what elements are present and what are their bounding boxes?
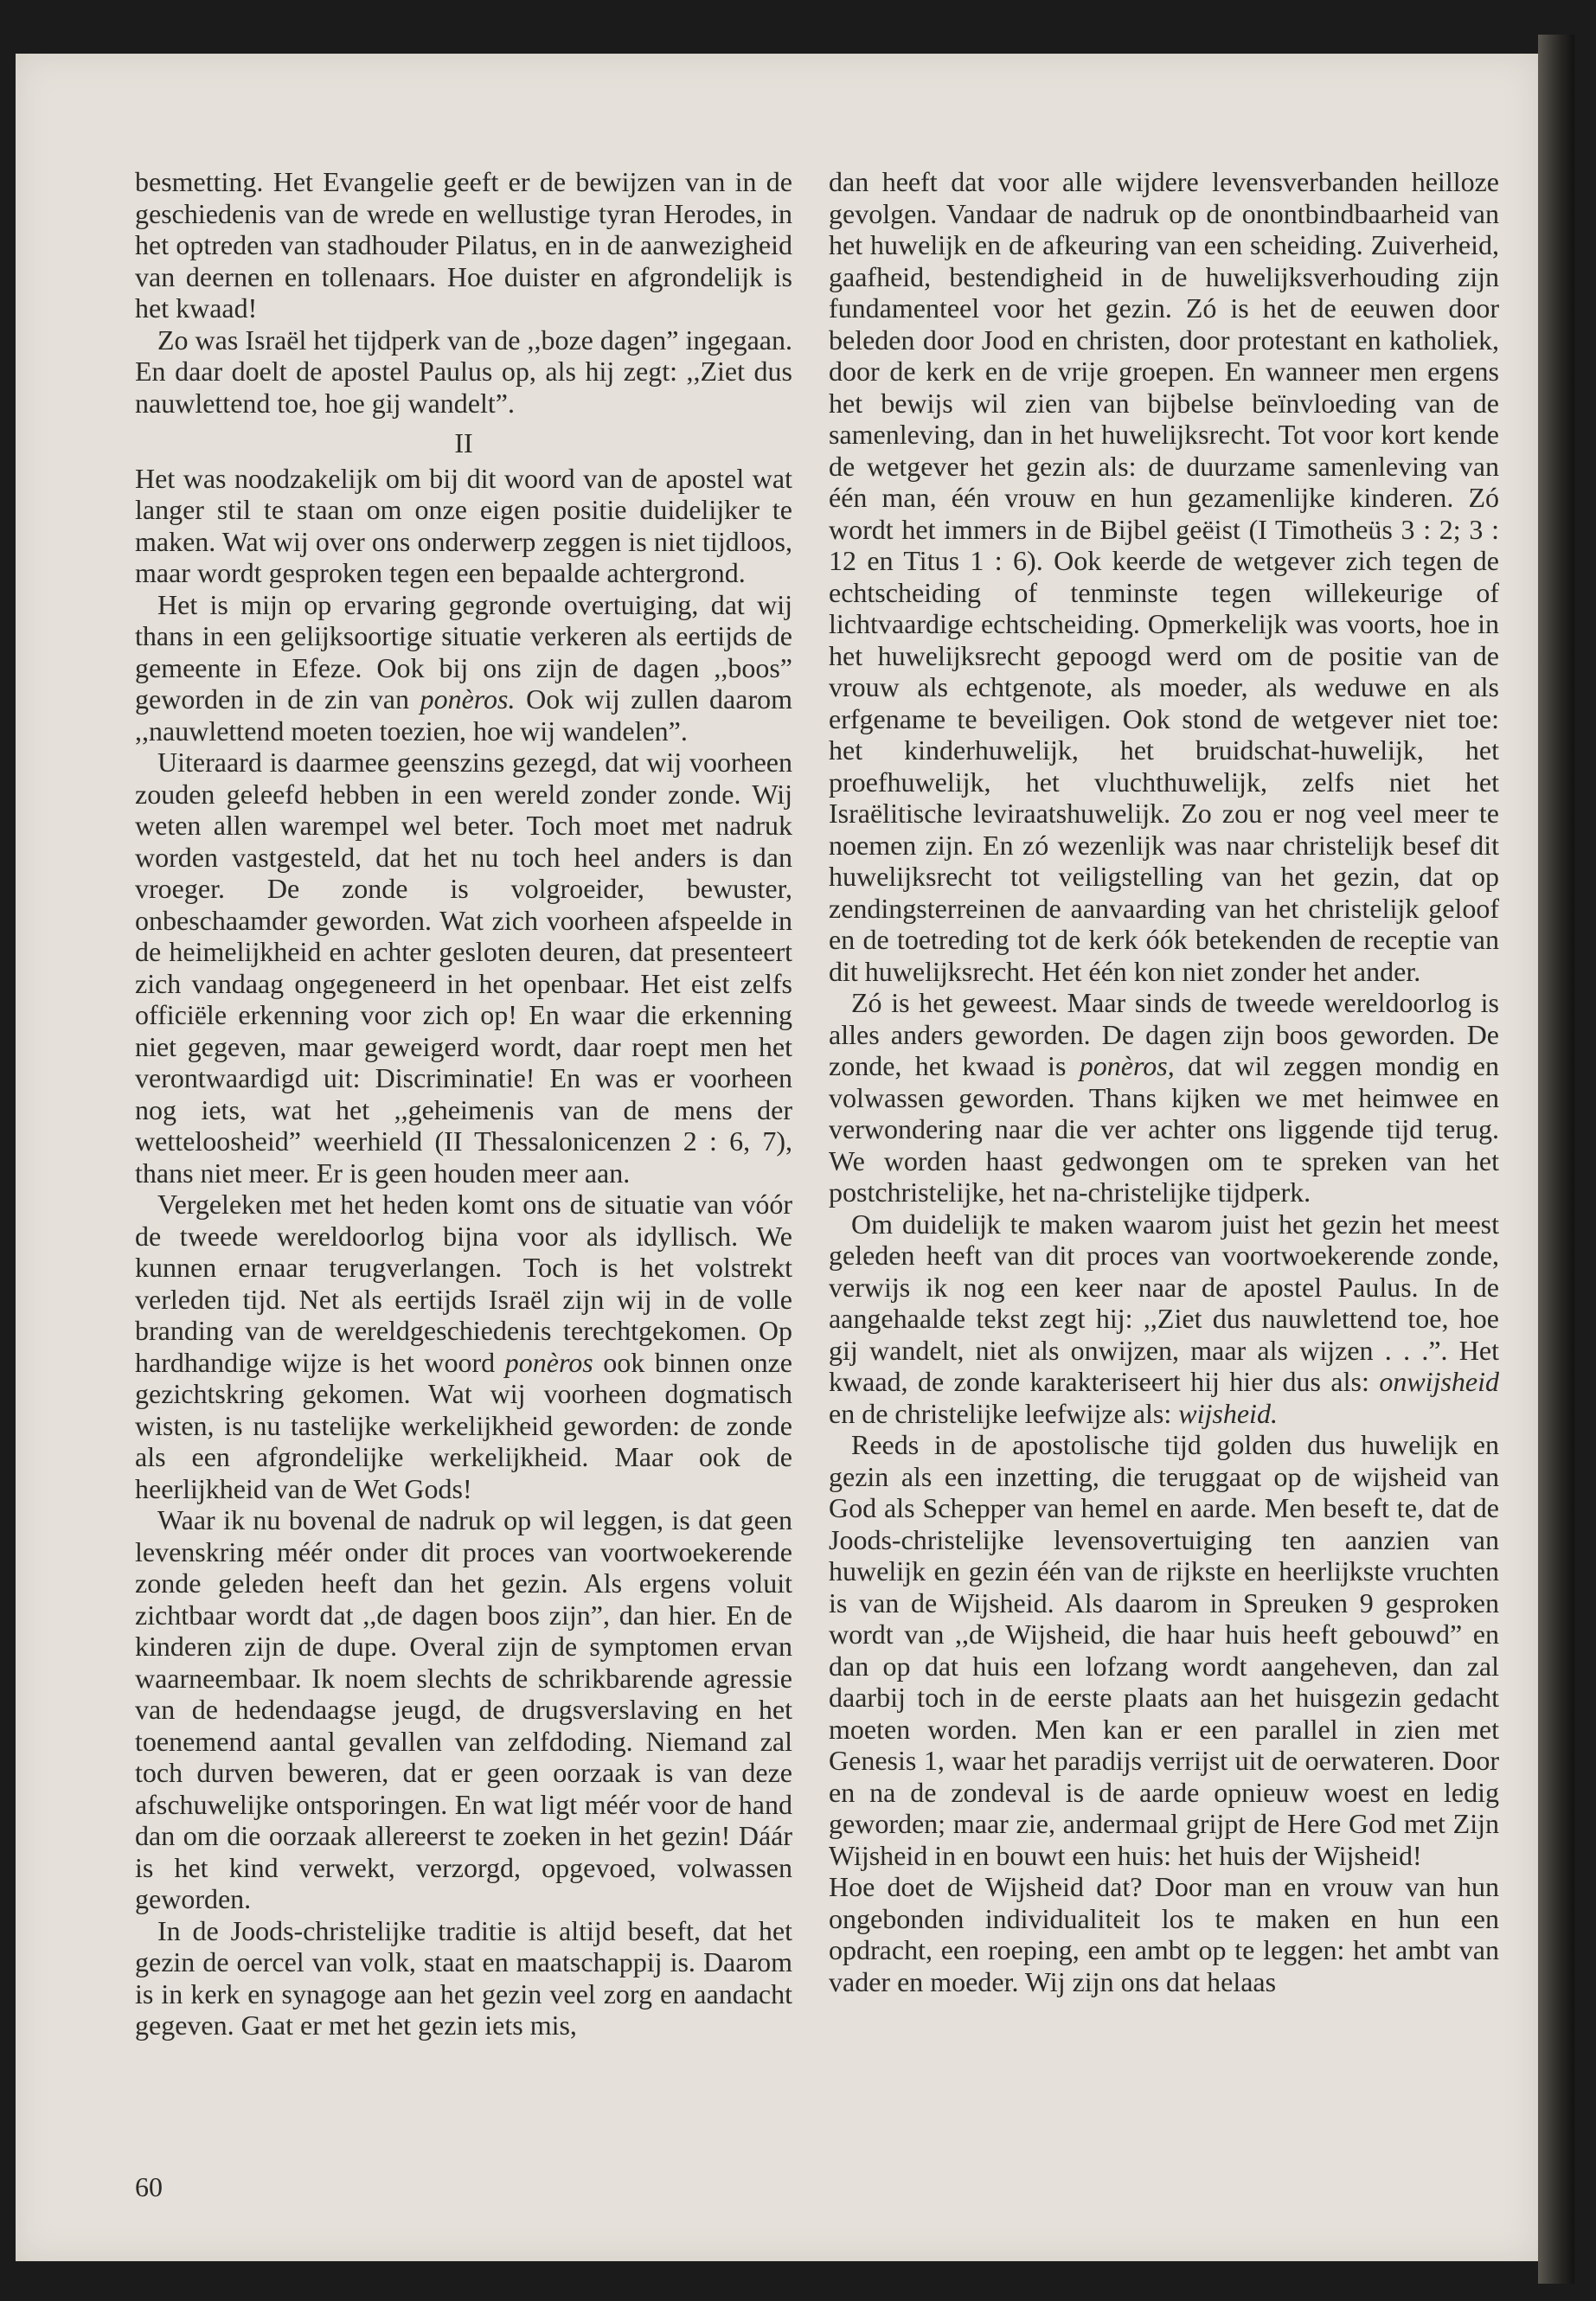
- paragraph: dan heeft dat voor alle wijdere levensverbanden heilloze gevolgen. Vandaar de nadruk op de onontbindbaarheid van het huwelijk en de afkeuring van een scheiding. Zuiverheid, gaafheid, bestendigheid in de huwelijksverhouding zijn fundamenteel voor het gezin. Zó is het de eeuwen door beleden door Jood en christen, door protestant en katholiek, door de kerk en de vrije groepen. En wanneer men ergens het bewijs wil zien van bijbelse beïnvloeding van de samenleving, dan in het huwelijksrecht. Tot voor kort kende de wetgever het gezin als: de duurzame samenleving van één man, één vrouw en hun gezamenlijke kinderen. Zó wordt het immers in de Bijbel geëist (I Timotheüs 3 : 2; 3 : 12 en Titus 1 : 6). Ook keerde de wetgever zich tegen de echtscheiding of tenminste tegen willekeurige of lichtvaardige echtscheiding. Opmerkelijk was voorts, hoe in het huwelijksrecht gepoogd werd om de positie van de vrouw als echtgenote, als moeder, als weduwe en als erfgename te beveiligen. Ook stond de wetgever niet toe: het kinderhuwelijk, het bruidschat-huwelijk, het proefhuwelijk, het vluchthuwelijk, zelfs niet het Israëlitische leviraatshuwelijk. Zo zou er nog veel meer te noemen zijn. En zó wezenlijk was naar christelijk besef dit huwelijksrecht tot veiligstelling van het gezin, dat op zendingsterreinen de aanvaarding van het christelijk geloof en de toetreding tot de kerk óók betekenden de receptie van dit huwelijksrecht. Het één kon niet zonder het ander.: [829, 166, 1499, 987]
- greek-term: ponèros,: [1079, 1050, 1175, 1081]
- paragraph: Het was noodzakelijk om bij dit woord van de apostel wat langer stil te staan om onze eigen positie duidelijker te maken. Wat wij over ons onderwerp zeggen is niet tijdloos, maar wordt gesproken tegen een bepaalde achtergrond.: [135, 462, 792, 588]
- paragraph: Hoe doet de Wijsheid dat? Door man en vrouw van hun ongebonden individualiteit los te maken en hun een opdracht, een roeping, een ambt op te leggen: het ambt van vader en moeder. Wij zijn ons dat helaas: [829, 1871, 1499, 1997]
- section-heading: II: [454, 427, 473, 458]
- book-spine-shadow: [1538, 35, 1574, 2284]
- paragraph: In de Joods-christelijke traditie is altijd beseft, dat het gezin de oercel van volk, staat en maatschappij is. Daarom is in kerk en synagoge aan het gezin veel zorg en aandacht gegeven. Gaat er met het gezin iets mis,: [135, 1914, 792, 2041]
- emphasis-term: wijsheid.: [1178, 1397, 1278, 1429]
- emphasis-term: onwijsheid: [1379, 1366, 1499, 1397]
- paragraph: besmetting. Het Evangelie geeft er de bewijzen van in de geschiedenis van de wrede en wellustige tyran Herodes, in het optreden van stadhouder Pilatus, en in de aanwezigheid van deernen en tollenaars. Hoe duister en afgrondelijk is het kwaad!: [135, 166, 792, 324]
- paragraph: Om duidelijk te maken waarom juist het gezin het meest geleden heeft van dit proces van voortwoekerende zonde, verwijs ik nog een keer naar de apostel Paulus. In de aangehaalde tekst zegt hij: ,,Ziet dus nauwlettend toe, hoe gij wandelt, niet als onwijzen, maar als wijzen . . .”. Het kwaad, de zonde karakteriseert hij hier dus als: onwijsheid en de christelijke leefwijze als: wijsheid.: [829, 1208, 1499, 1429]
- paragraph: Uiteraard is daarmee geenszins gezegd, dat wij voorheen zouden geleefd hebben in een wereld zonder zonde. Wij weten allen warempel wel beter. Toch moet met nadruk worden vastgesteld, dat het nu toch heel anders is dan vroeger. De zonde is volgroeider, bewuster, onbeschaamder geworden. Wat zich voorheen afspeelde in de heimelijkheid en achter gesloten deuren, dat presenteert zich vandaag ongegeneerd in het openbaar. Het eist zelfs officiële erkenning voor zich op! En waar die erkenning niet gegeven, maar geweigerd wordt, daar roept men het verontwaardigd uit: Discriminatie! En was er voorheen nog iets, wat het ,,geheimenis van de mens der wetteloosheid” weerhield (II Thessalonicenzen 2 : 6, 7), thans niet meer. Er is geen houden meer aan.: [135, 747, 792, 1189]
- paragraph: Het is mijn op ervaring gegronde overtuiging, dat wij thans in een gelijksoortige situatie verkeren als eertijds de gemeente in Efeze. Ook bij ons zijn de dagen ,,boos” geworden in de zin van ponèros. Ook wij zullen daarom ,,nauwlettend moeten toezien, hoe wij wandelen”.: [135, 588, 793, 747]
- paragraph: Reeds in de apostolische tijd golden dus huwelijk en gezin als een inzetting, die teruggaat op de wijsheid van God als Schepper van hemel en aarde. Men beseft te, dat de Joods-christelijke levensovertuiging ten aanzien van huwelijk en gezin één van de rijkste en heerlijkste vruchten is van de Wijsheid. Als daarom in Spreuken 9 gesproken wordt van ,,de Wijsheid, die haar huis heeft gebouwd” en dan op dat huis een lofzang wordt aangeheven, dan zal daarbij toch in de eerste plaats aan het huisgezin gedacht moeten worden. Men kan er een parallel in zien met Genesis 1, waar het paradijs verrijst uit de oerwateren. Door en na de zondeval is de aarde opnieuw woest en ledig geworden; maar zie, andermaal grijpt de Here God met Zijn Wijsheid in en bouwt een huis: het huis der Wijsheid!: [829, 1429, 1499, 1871]
- paragraph: Zo was Israël het tijdperk van de ,,boze dagen” ingegaan. En daar doelt de apostel Paulus op, als hij zegt: ,,Ziet dus nauwlettend toe, hoe gij wandelt”.: [135, 324, 792, 419]
- left-column: [135, 166, 792, 2041]
- right-column: [829, 166, 1499, 1997]
- paragraph: Vergeleken met het heden komt ons de situatie van vóór de tweede wereldoorlog bijna voor als idyllisch. We kunnen ernaar terugverlangen. Toch is het volstrekt verleden tijd. Net als eertijds Israël zijn wij in de volle branding van de wereldgeschiedenis terechtgekomen. Op hardhandige wijze is het woord ponèros ook binnen onze gezichtskring gekomen. Wat wij voorheen dogmatisch wisten, is nu tastelijke werkelijkheid geworden: de zonde als een afgrondelijke werkelijkheid. Maar ook de heerlijkheid van de Wet Gods!: [135, 1189, 793, 1504]
- greek-term: ponèros.: [420, 683, 516, 715]
- paragraph: Zó is het geweest. Maar sinds de tweede wereldoorlog is alles anders geworden. De dagen zijn boos geworden. De zonde, het kwaad is ponèros, dat wil zeggen mondig en volwassen geworden. Thans kijken we met heimwee en verwondering naar die ver achter ons liggende tijd terug. We worden haast gedwongen om te spreken van het postchristelijke, het na-christelijke tijdperk.: [829, 987, 1500, 1208]
- greek-term: ponèros: [504, 1346, 593, 1378]
- paragraph: Waar ik nu bovenal de nadruk op wil leggen, is dat geen levenskring méér onder dit proces van voortwoekerende zonde geleden heeft dan het gezin. Als ergens voluit zichtbaar wordt dat ,,de dagen boos zijn”, dan hier. En de kinderen zijn de dupe. Overal zijn de symptomen ervan waarneembaar. Ik noem slechts de schrikbarende agressie van de hedendaagse jeugd, de drugsverslaving en het toenemend aantal gevallen van zelfdoding. Niemand zal toch durven beweren, dat er geen oorzaak is van deze afschuwelijke ontsporingen. En wat ligt méér voor de hand dan om die oorzaak allereerst te zoeken in het gezin! Dáár is het kind verwekt, verzorgd, opgevoed, volwassen geworden.: [135, 1504, 792, 1914]
- page-number: 60: [135, 2171, 163, 2202]
- book-page: [16, 54, 1538, 2261]
